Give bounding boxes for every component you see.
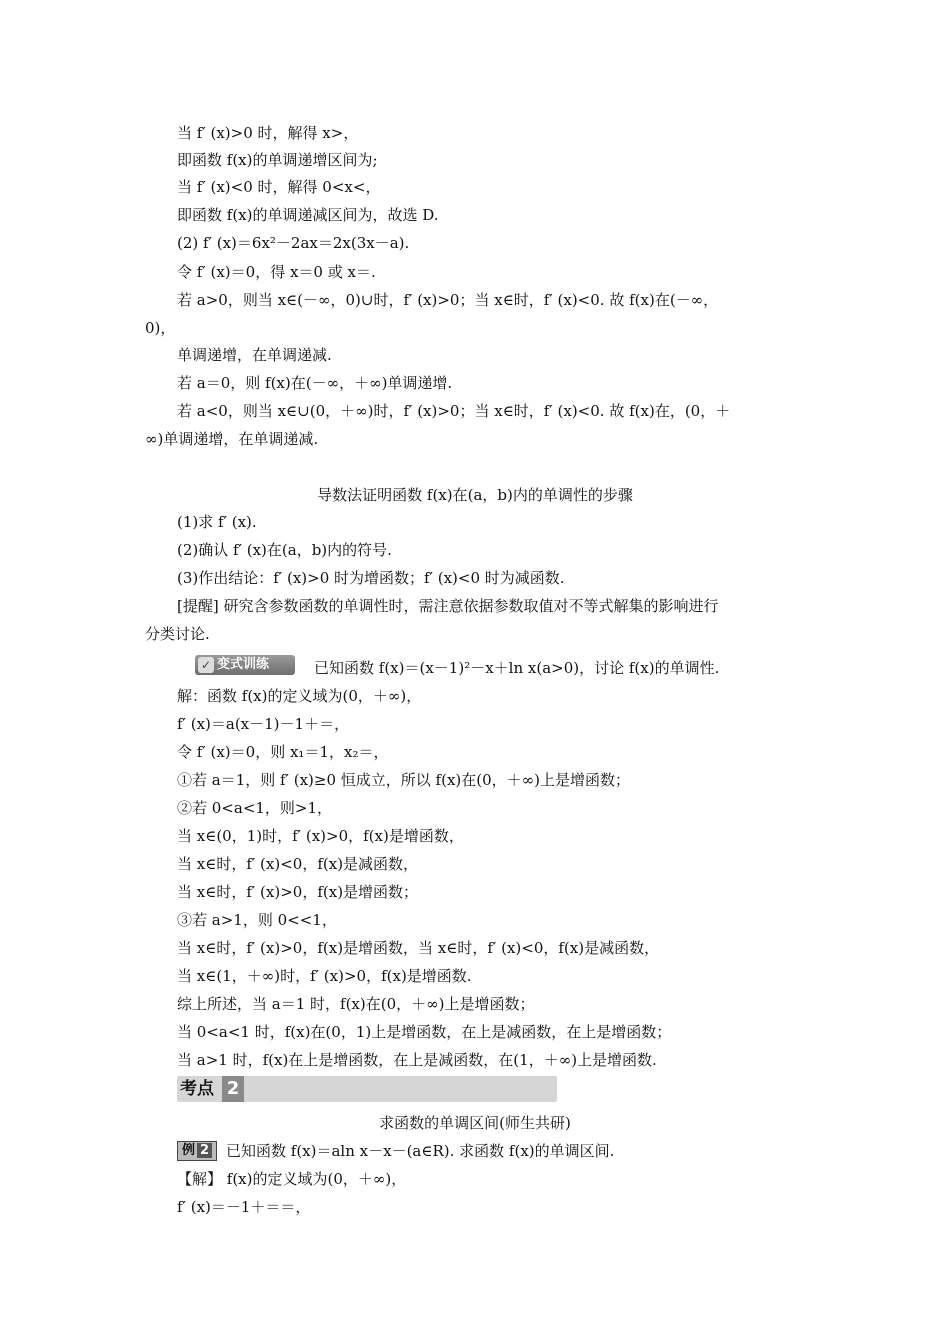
text-line: 单调递增，在单调递减. [177,346,332,364]
text-line: 当 x∈时，f′ (x)<0，f(x)是减函数， [177,855,419,873]
kaodian-label: 考点 [180,1079,214,1099]
text-line: (2)确认 f′ (x)在(a，b)内的符号. [177,541,392,559]
section-heading: 求函数的单调区间(师生共研) [379,1114,571,1132]
kaodian-number: 2 [222,1076,244,1102]
text-line: ∞)单调递增，在单调递减. [145,430,319,448]
text-line: 0)， [145,319,176,337]
example-label [177,1141,217,1161]
text-line: 当 0<a<1 时，f(x)在(0，1)上是增函数，在上是减函数，在上是增函数； [177,1023,672,1041]
text-line: (2) f′ (x)＝6x²－2ax＝2x(3x－a). [177,234,410,252]
variant-training-label: 变式训练 [217,657,270,672]
variant-training-badge [195,655,295,675]
check-icon: ✓ [198,657,214,673]
text-line: ③若 a>1，则 0<<1， [177,911,337,929]
text-line: [提醒] 研究含参数函数的单调性时，需注意依据参数取值对不等式解集的影响进行 [177,597,719,615]
text-line: 综上所述，当 a＝1 时，f(x)在(0，＋∞)上是增函数； [177,995,535,1013]
text-line: 已知函数 f(x)＝(x－1)²－x＋ln x(a>0)，讨论 f(x)的单调性. [314,659,720,677]
text-line: (3)作出结论：f′ (x)>0 时为增函数；f′ (x)<0 时为减函数. [177,569,565,587]
text-line: 若 a>0，则当 x∈(－∞，0)∪时，f′ (x)>0；当 x∈时，f′ (x)<0. 故 f(x)在(－∞， [177,291,719,309]
example-number: 2 [197,1143,212,1158]
text-line: 当 f′ (x)<0 时，解得 0<x<， [177,178,381,196]
text-line: 分类讨论. [145,625,210,643]
text-line: (1)求 f′ (x). [177,513,257,531]
text-line: 若 a<0，则当 x∈∪(0，＋∞)时，f′ (x)>0；当 x∈时，f′ (x)<0. 故 f(x)在，(0，＋ [177,402,731,420]
example-label-text: 例 [182,1143,196,1158]
text-line: 若 a＝0，则 f(x)在(－∞，＋∞)单调递增. [177,374,453,392]
text-line: 当 x∈(0，1)时，f′ (x)>0，f(x)是增函数， [177,827,464,845]
text-line: 令 f′ (x)＝0，得 x＝0 或 x＝. [177,263,376,281]
text-line: 当 a>1 时，f(x)在上是增函数，在上是减函数，在(1，＋∞)上是增函数. [177,1051,657,1069]
text-line: 解：函数 f(x)的定义域为(0，＋∞)， [177,687,422,705]
text-line: 当 x∈(1，＋∞)时，f′ (x)>0，f(x)是增函数. [177,967,472,985]
text-line: 当 x∈时，f′ (x)>0，f(x)是增函数； [177,883,419,901]
text-line: 令 f′ (x)＝0，则 x₁＝1，x₂＝， [177,743,389,761]
text-line: 即函数 f(x)的单调递增区间为; [177,151,378,169]
text-line: 已知函数 f(x)＝aln x－x－(a∈R). 求函数 f(x)的单调区间. [226,1142,615,1160]
text-line: 当 x∈时，f′ (x)>0，f(x)是增函数，当 x∈时，f′ (x)<0，f(x)是减函数， [177,939,660,957]
text-line: 当 f′ (x)>0 时，解得 x>， [177,124,359,142]
text-line: f′ (x)＝a(x－1)－1＋＝， [177,715,350,733]
section-heading: 导数法证明函数 f(x)在(a，b)内的单调性的步骤 [317,486,633,504]
text-line: f′ (x)＝－1＋＝＝， [177,1198,311,1216]
text-line: 【解】 f(x)的定义域为(0，＋∞)， [177,1170,407,1188]
text-line: 即函数 f(x)的单调递减区间为，故选 D. [177,206,439,224]
text-line: ①若 a＝1，则 f′ (x)≥0 恒成立，所以 f(x)在(0，＋∞)上是增函数； [177,771,631,789]
text-line: ②若 0<a<1，则>1， [177,799,333,817]
